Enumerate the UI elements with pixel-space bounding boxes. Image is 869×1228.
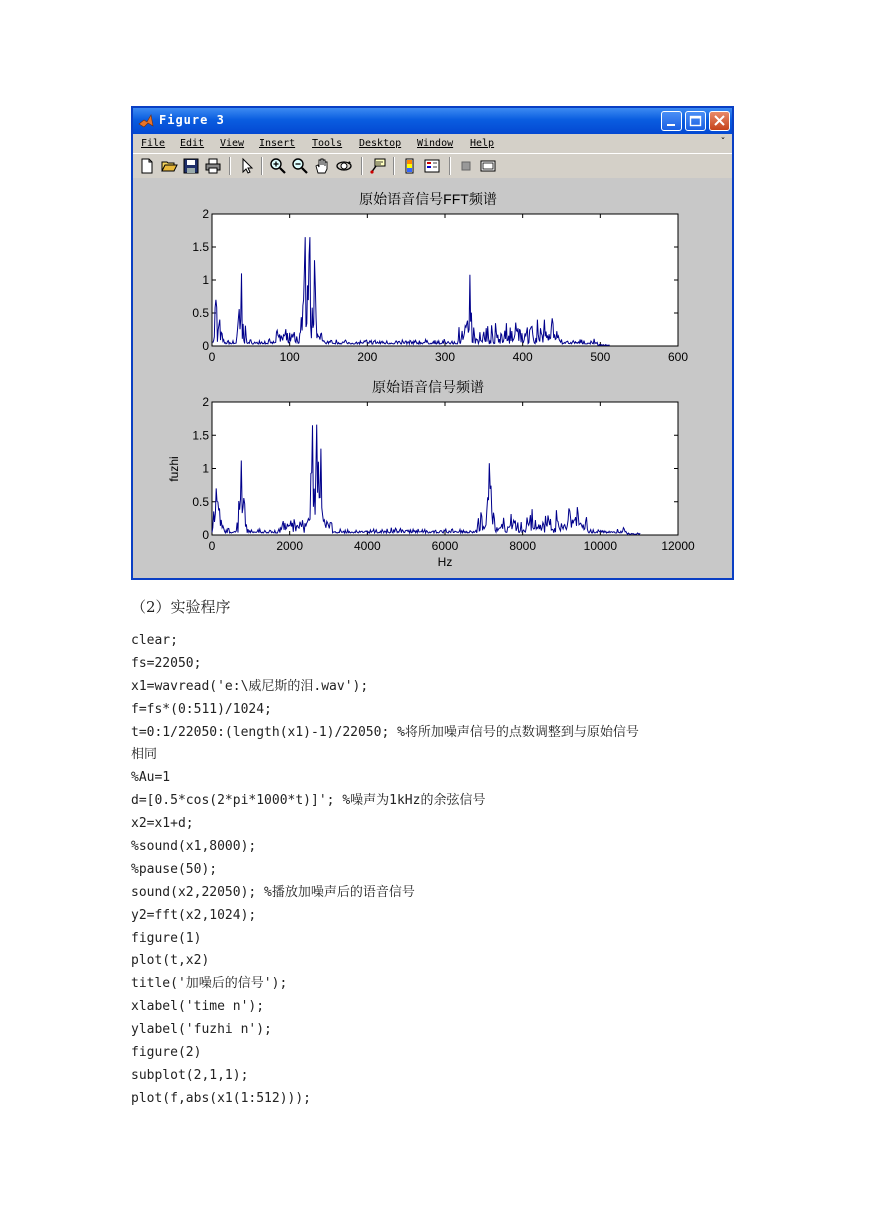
code-line: %Au=1 bbox=[131, 770, 171, 786]
plot1-ytick-label: 1.5 bbox=[192, 240, 209, 254]
open-folder-icon[interactable] bbox=[160, 157, 178, 175]
code-line: y2=fft(x2,1024); bbox=[131, 907, 257, 923]
plot2-xlabel: Hz bbox=[437, 555, 453, 569]
plot1-xtick-label: 500 bbox=[590, 350, 611, 364]
minimize-button[interactable] bbox=[661, 111, 682, 131]
data-cursor-icon[interactable] bbox=[369, 157, 387, 175]
plot2-xtick-label: 12000 bbox=[661, 539, 695, 553]
plot2-xtick-label: 10000 bbox=[583, 539, 618, 553]
zoom-in-icon[interactable] bbox=[269, 157, 287, 175]
plot2-xtick-label: 6000 bbox=[431, 539, 459, 553]
plot1-ytick-label: 0.5 bbox=[192, 306, 209, 320]
plot2-xtick-label: 0 bbox=[208, 539, 216, 553]
code-line: f=fs*(0:511)/1024; bbox=[131, 701, 272, 717]
toolbar-separator bbox=[229, 157, 231, 175]
code-line: clear; bbox=[131, 633, 178, 648]
menu-tools[interactable]: Tools bbox=[312, 138, 343, 149]
minimize-icon bbox=[662, 112, 681, 130]
print-icon[interactable] bbox=[204, 157, 222, 175]
toolbar-separator bbox=[449, 157, 451, 175]
code-line: %sound(x1,8000); bbox=[131, 839, 257, 855]
code-block bbox=[131, 630, 639, 1111]
menu-edit[interactable]: Edit bbox=[180, 138, 205, 149]
hide-tools-icon[interactable] bbox=[457, 157, 475, 175]
code-line: t=0:1/22050:(length(x1)-1)/22050; %将所加噪声信号的点数调整到与原始信号 bbox=[131, 724, 639, 740]
code-line: d=[0.5*cos(2*pi*1000*t)]'; %噪声为1kHz的余弦信号 bbox=[131, 793, 486, 809]
colorbar-icon[interactable] bbox=[401, 157, 419, 175]
legend-icon[interactable] bbox=[423, 157, 441, 175]
plot2-title: 原始语音信号频谱 bbox=[372, 379, 484, 395]
code-line: figure(2) bbox=[131, 1045, 202, 1061]
code-line: plot(t,x2) bbox=[131, 953, 210, 969]
menu-file[interactable]: File bbox=[141, 138, 166, 149]
code-line: x2=x1+d; bbox=[131, 816, 194, 832]
plot1-xtick-label: 200 bbox=[357, 350, 378, 364]
matlab-logo-icon bbox=[138, 113, 154, 129]
plot-svg bbox=[133, 178, 732, 580]
save-icon[interactable] bbox=[182, 157, 200, 175]
code-line: title('加噪后的信号'); bbox=[131, 976, 288, 992]
plot1-xtick-label: 600 bbox=[667, 350, 689, 364]
plot2-ylabel: fuzhi bbox=[167, 456, 181, 482]
plot1-xtick-label: 100 bbox=[279, 350, 300, 364]
figure-window bbox=[131, 106, 734, 580]
title-bar[interactable] bbox=[133, 108, 732, 134]
plot1-xtick-label: 0 bbox=[208, 350, 216, 364]
plot2-axes[interactable] bbox=[212, 402, 678, 535]
figure-canvas bbox=[133, 178, 732, 578]
toolbar bbox=[133, 153, 732, 179]
plot2-ytick-label: 0 bbox=[202, 528, 209, 542]
code-line: figure(1) bbox=[131, 930, 202, 946]
menu-help[interactable]: Help bbox=[470, 138, 495, 149]
code-line: 相同 bbox=[131, 747, 158, 763]
maximize-button[interactable] bbox=[685, 111, 706, 131]
close-button[interactable] bbox=[709, 111, 730, 131]
menu-insert[interactable]: Insert bbox=[259, 138, 296, 149]
toolbar-separator bbox=[261, 157, 263, 175]
code-line: xlabel('time n'); bbox=[131, 999, 265, 1015]
code-line: ylabel('fuzhi n'); bbox=[131, 1022, 272, 1038]
zoom-out-icon[interactable] bbox=[291, 157, 309, 175]
plot2-ytick-label: 1.5 bbox=[192, 428, 209, 443]
plot1-ytick-label: 1 bbox=[202, 273, 209, 287]
plot2-ytick-label: 0.5 bbox=[192, 494, 209, 509]
code-line: subplot(2,1,1); bbox=[131, 1067, 249, 1083]
plot2-ytick-label: 2 bbox=[202, 395, 209, 409]
menu-window[interactable]: Window bbox=[417, 138, 454, 149]
show-tools-icon[interactable] bbox=[479, 157, 497, 175]
code-line: %pause(50); bbox=[131, 861, 218, 877]
code-line: plot(f,abs(x1(1:512))); bbox=[131, 1090, 312, 1106]
pointer-icon[interactable] bbox=[237, 157, 255, 175]
rotate-3d-icon[interactable] bbox=[335, 157, 353, 175]
close-icon bbox=[710, 112, 729, 130]
plot1-title: 原始语音信号FFT频谱 bbox=[359, 191, 497, 207]
menu-bar bbox=[133, 134, 732, 153]
menu-view[interactable]: View bbox=[220, 138, 245, 149]
new-file-icon[interactable] bbox=[138, 157, 156, 175]
menu-overflow-icon[interactable]: ˇ bbox=[719, 137, 726, 148]
code-line: sound(x2,22050); %播放加噪声后的语音信号 bbox=[131, 884, 415, 900]
plot2-ytick-label: 1 bbox=[202, 461, 209, 476]
maximize-icon bbox=[686, 112, 705, 130]
plot2-xtick-label: 2000 bbox=[276, 539, 304, 553]
section-heading: （2）实验程序 bbox=[131, 598, 231, 616]
pan-hand-icon[interactable] bbox=[313, 157, 331, 175]
plot1-xtick-label: 300 bbox=[434, 350, 456, 364]
plot2-xtick-label: 4000 bbox=[353, 539, 381, 553]
plot1-ytick-label: 0 bbox=[202, 339, 209, 353]
code-line: x1=wavread('e:\威尼斯的泪.wav'); bbox=[131, 678, 369, 694]
plot1-axes[interactable] bbox=[212, 214, 678, 346]
code-line: fs=22050; bbox=[131, 655, 202, 671]
window-title: Figure 3 bbox=[159, 113, 225, 127]
toolbar-separator bbox=[361, 157, 363, 175]
plot2-xtick-label: 8000 bbox=[509, 539, 537, 553]
plot1-ytick-label: 2 bbox=[202, 207, 209, 221]
menu-desktop[interactable]: Desktop bbox=[359, 138, 402, 149]
toolbar-separator bbox=[393, 157, 395, 175]
plot1-xtick-label: 400 bbox=[512, 350, 533, 364]
